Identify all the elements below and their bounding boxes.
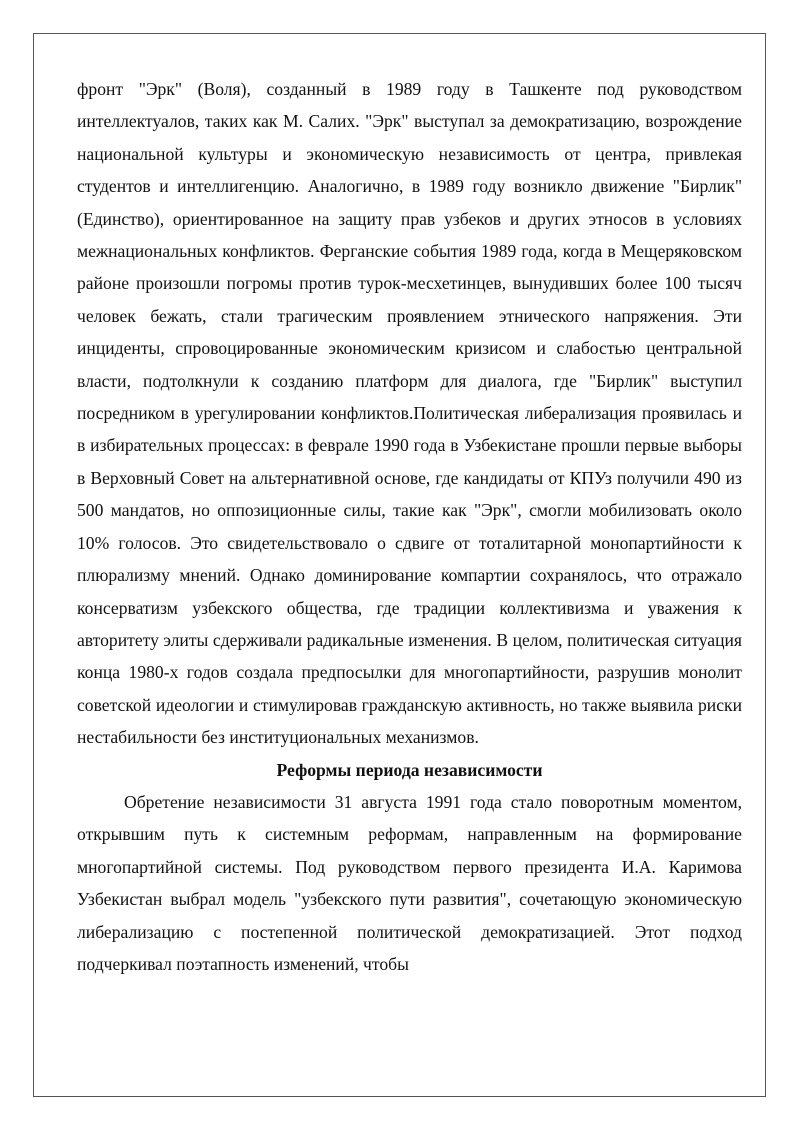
document-body [77, 73, 742, 980]
section-heading: Реформы периода независимости [276, 759, 543, 780]
paragraph-1: фронт "Эрк" (Воля), созданный в 1989 году в Ташкенте под руководством интеллектуалов, таких как М. Салих. "Эрк" выступал за демократизацию, возрождение национальной культуры и экономическую независимость от центра, привлекая студентов и интеллигенцию. Аналогично, в 1989 году возникло движение "Бирлик" (Единство), ориентированное на защиту прав узбеков и других этносов в условиях межнациональных конфликтов. Ферганские события 1989 года, когда в Мещеряковском районе произошли погромы против турок-месхетинцев, вынудивших более 100 тысяч человек бежать, стали трагическим проявлением этнического напряжения. Эти инциденты, спровоцированные экономическим кризисом и слабостью центральной власти, подтолкнули к созданию платформ для диалога, где "Бирлик" выступил посредником в урегулировании конфликтов.Политическая либерализация проявилась и в избирательных процессах: в феврале 1990 года в Узбекистане прошли первые выборы в Верховный Совет на альтернативной основе, где кандидаты от КПУз получили 490 из 500 мандатов, но оппозиционные силы, такие как "Эрк", смогли мобилизовать около 10% голосов. Это свидетельствовало о сдвиге от тоталитарной монопартийности к плюрализму мнений. Однако доминирование компартии сохранялось, что отражало консерватизм узбекского общества, где традиции коллективизма и уважения к авторитету элиты сдерживали радикальные изменения. В целом, политическая ситуация конца 1980-х годов создала предпосылки для многопартийности, разрушив монолит советской идеологии и стимулировав гражданскую активность, но также выявила риски нестабильности без институциональных механизмов. [77, 79, 742, 748]
paragraph-2: Обретение независимости 31 августа 1991 года стало поворотным моментом, открывшим путь к системным реформам, направленным на формирование многопартийной системы. Под руководством первого президента И.А. Каримова Узбекистан выбрал модель "узбекского пути развития", сочетающую экономическую либерализацию с постепенной политической демократизацией. Этот подход подчеркивал поэтапность изменений, чтобы [77, 791, 742, 974]
